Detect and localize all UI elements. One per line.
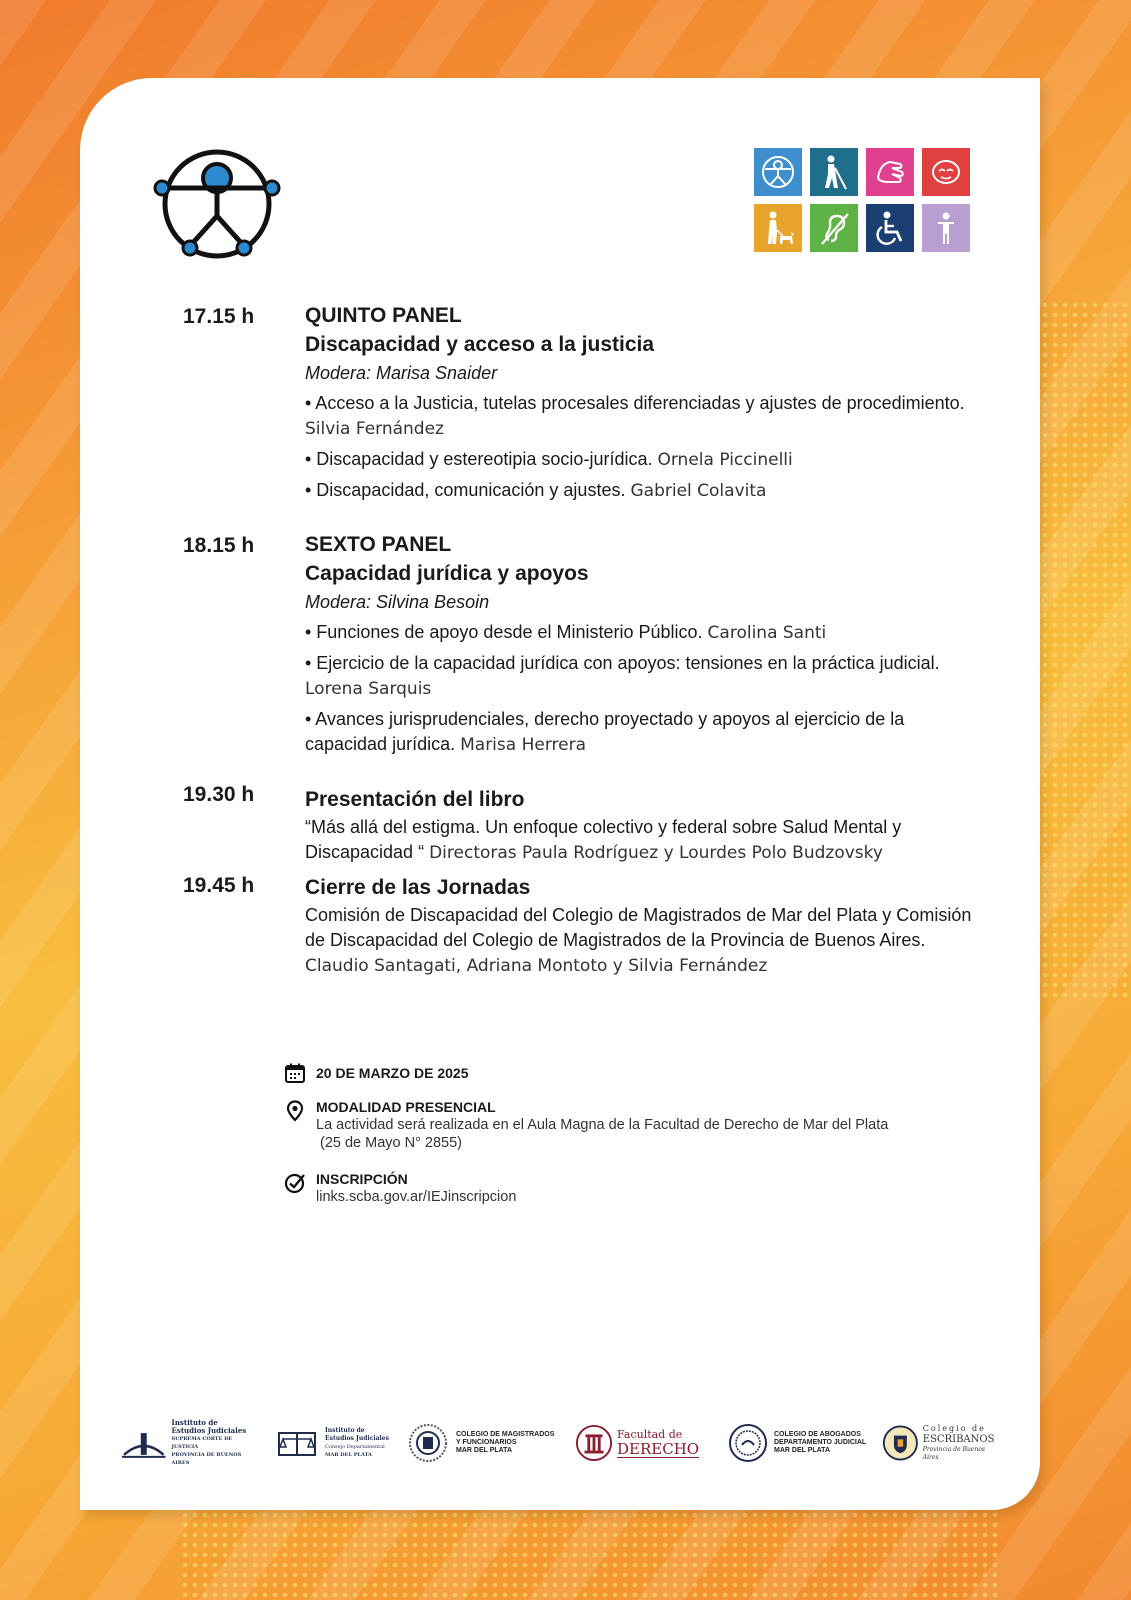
shield-icon	[882, 1424, 919, 1462]
location-street: (25 de Mayo N° 2855)	[320, 1135, 463, 1151]
panel-title: Cierre de las Jornadas	[305, 876, 531, 899]
list-item: • Discapacidad y estereotipia socio-jurídica. Ornela Piccinelli	[305, 449, 793, 470]
calendar-icon	[284, 1062, 306, 1084]
book-presentation-block	[305, 785, 985, 866]
list-item: • Ejercicio de la capacidad jurídica con apoyos: tensiones en la práctica judicial. Lorena Sarquis	[305, 653, 940, 699]
panel-moderator: Modera: Silvina Besoin	[305, 592, 490, 612]
location-address: La actividad será realizada en el Aula Magna de la Facultad de Derecho de Mar del Plata	[316, 1117, 889, 1133]
signup-link[interactable]: links.scba.gov.ar/IEJinscripcion	[316, 1189, 517, 1205]
guide-dog-icon	[754, 204, 802, 252]
accessibility-person-icon	[754, 148, 802, 196]
panel-label: SEXTO PANEL	[305, 533, 452, 556]
panel-block	[305, 531, 985, 758]
panel-title: Capacidad jurídica y apoyos	[305, 562, 589, 585]
list-item: • Discapacidad, comunicación y ajustes. Gabriel Colavita	[305, 480, 767, 501]
seal-icon	[728, 1423, 768, 1463]
list-item: • Avances jurisprudenciales, derecho proyectado y apoyos al ejercicio de la capacidad jurídica. Marisa Herrera	[305, 709, 905, 755]
panel-description: Comisión de Discapacidad del Colegio de Magistrados de Mar del Plata y Comisión de Discapacidad del Colegio de Magistrados de la Provincia de Buenos Aires. Claudio Santagati, Adriana Montoto y Silvia Fernández	[305, 905, 972, 976]
panel-description: “Más allá del estigma. Un enfoque colectivo y federal sobre Salud Mental y Discapacidad “ Directoras Paula Rodríguez y Lourdes Polo Budzovsky	[305, 817, 902, 863]
sponsor-logo: COLEGIO DE MAGISTRADOS Y FUNCIONARIOS MAR DEL PLATA	[408, 1418, 558, 1468]
accessibility-universal-icon	[152, 146, 282, 264]
background-dots-bottom	[180, 1500, 1000, 1600]
list-item: • Funciones de apoyo desde el Ministerio Público. Carolina Santi	[305, 622, 827, 643]
accessibility-icon-grid	[754, 148, 972, 252]
check-circle-icon	[284, 1172, 306, 1194]
sponsor-logo: COLEGIO DE ABOGADOS DEPARTAMENTO JUDICIAL MAR DEL PLATA	[728, 1418, 878, 1468]
sponsor-logo: Colegio de ESCRIBANOS Provincia de Buenos Aires	[882, 1418, 1000, 1468]
wheelchair-icon	[866, 204, 914, 252]
panel-block	[305, 302, 985, 504]
event-date: 20 DE MARZO DE 2025	[316, 1065, 469, 1081]
panel-title: Discapacidad y acceso a la justicia	[305, 333, 655, 356]
scales-icon	[120, 1425, 168, 1461]
sponsor-logo: Instituto de Estudios Judiciales Consejo Departamental MAR DEL PLATA	[275, 1418, 405, 1468]
cognitive-icon	[922, 148, 970, 196]
schedule-time: 17.15 h	[183, 305, 255, 328]
sponsor-logos	[120, 1418, 1000, 1468]
panel-moderator: Modera: Marisa Snaider	[305, 363, 498, 383]
closing-block	[305, 873, 985, 979]
sign-language-icon	[866, 148, 914, 196]
signup-heading: INSCRIPCIÓN	[316, 1171, 408, 1187]
list-item: • Acceso a la Justicia, tutelas procesales diferenciadas y ajustes de procedimiento. Silvia Fernández	[305, 393, 965, 439]
scales-icon	[275, 1425, 319, 1461]
sponsor-logo: Instituto de Estudios Judiciales SUPREMA CORTE DE JUSTICIA PROVINCIA DE BUENOS AIRES	[120, 1418, 260, 1468]
panel-title: Presentación del libro	[305, 788, 525, 811]
panel-label: QUINTO PANEL	[305, 304, 462, 327]
column-icon	[575, 1424, 613, 1462]
hearing-icon	[810, 204, 858, 252]
schedule-time: 18.15 h	[183, 534, 255, 557]
schedule-time: 19.30 h	[183, 783, 255, 806]
modality-heading: MODALIDAD PRESENCIAL	[316, 1099, 496, 1115]
schedule-time: 19.45 h	[183, 874, 255, 897]
person-standing-icon	[922, 204, 970, 252]
seal-icon	[408, 1423, 448, 1463]
sponsor-logo: Facultad de DERECHO	[575, 1418, 715, 1468]
blind-cane-icon	[810, 148, 858, 196]
location-pin-icon	[284, 1100, 306, 1122]
